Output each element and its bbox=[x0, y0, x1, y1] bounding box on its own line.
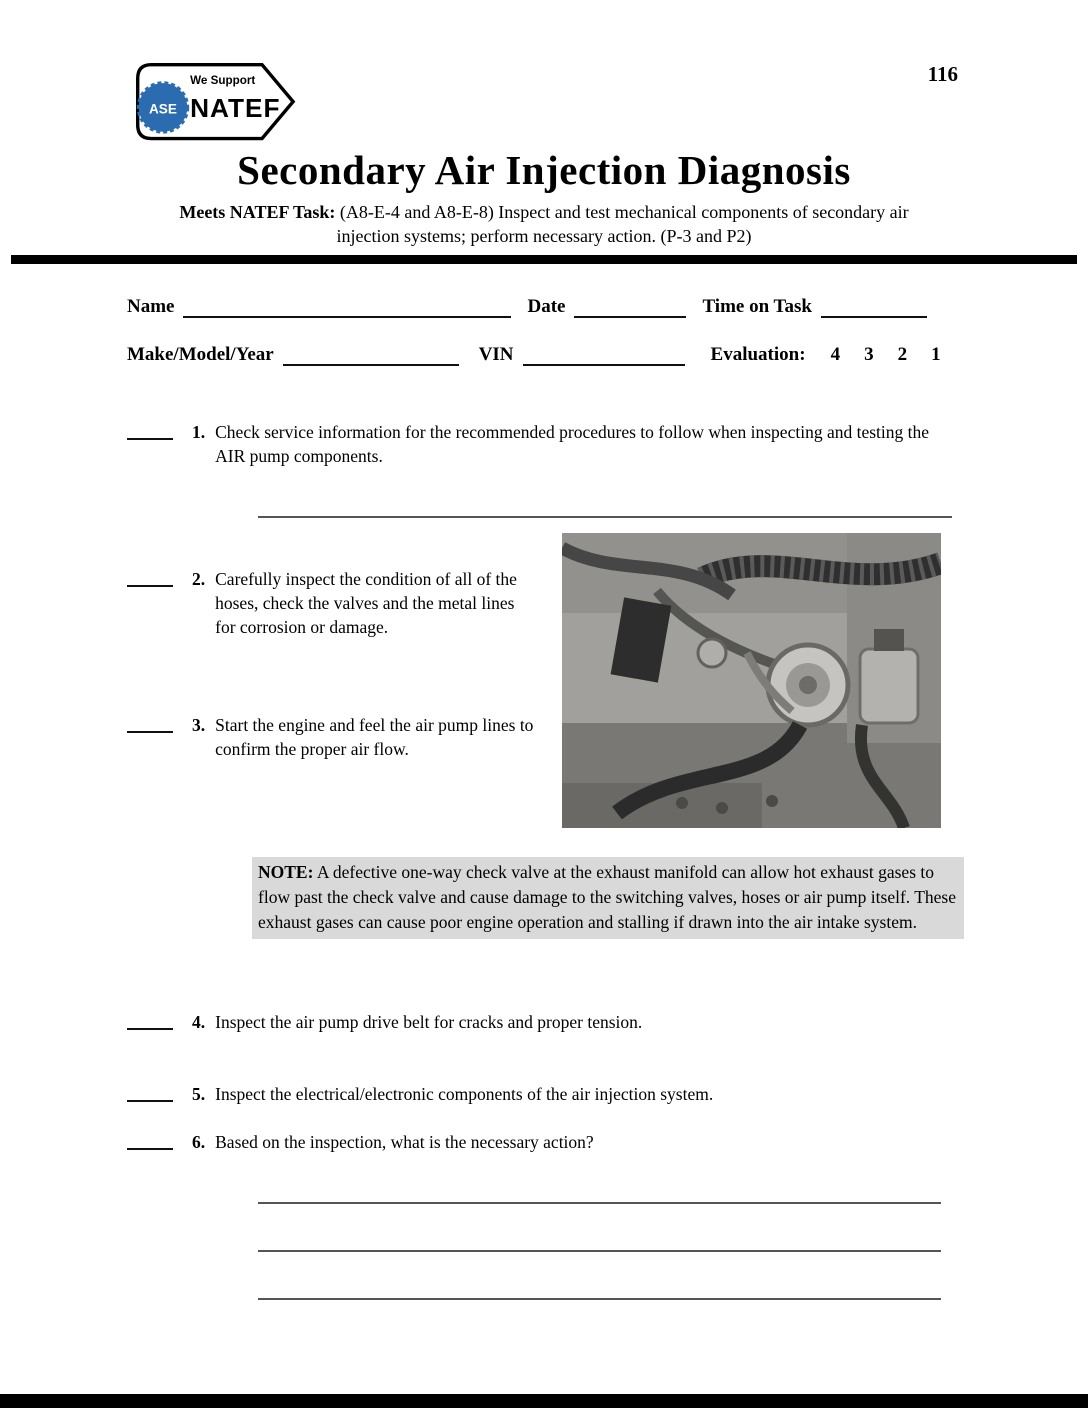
answer-line-item1 bbox=[258, 516, 952, 518]
time-on-task-label: Time on Task bbox=[702, 296, 812, 317]
item-number-6: 6. bbox=[192, 1132, 206, 1152]
natef-logo-graphic bbox=[128, 55, 298, 144]
task-item-2 bbox=[127, 567, 527, 639]
form-row-vehicle bbox=[127, 344, 941, 366]
item-text-1: Check service information for the recommended procedures to follow when inspecting and testing the AIR pump components. bbox=[215, 422, 930, 467]
ase-text: ASE bbox=[149, 101, 177, 117]
answer-line-1 bbox=[258, 1202, 941, 1204]
item-text-2: Carefully inspect the condition of all of the hoses, check the valves and the metal lines for corrosion or damage. bbox=[215, 569, 517, 638]
evaluation-label: Evaluation: bbox=[710, 344, 806, 365]
time-on-task-field-line bbox=[821, 296, 927, 318]
item-number-1: 1. bbox=[192, 422, 206, 442]
evaluation-value-3: 3 bbox=[864, 344, 874, 365]
task-item-4 bbox=[127, 1010, 960, 1034]
vin-label: VIN bbox=[478, 344, 514, 365]
make-model-year-field-line bbox=[283, 344, 459, 366]
item-number-4: 4. bbox=[192, 1012, 206, 1032]
date-label: Date bbox=[527, 296, 566, 317]
score-blank-2 bbox=[127, 567, 173, 587]
engine-photo bbox=[562, 533, 941, 828]
item-text-4: Inspect the air pump drive belt for cracks and proper tension. bbox=[215, 1012, 643, 1032]
score-blank-3 bbox=[127, 713, 173, 733]
item-text-3: Start the engine and feel the air pump lines to confirm the proper air flow. bbox=[215, 715, 534, 760]
vin-field-line bbox=[523, 344, 685, 366]
evaluation-scale bbox=[831, 344, 941, 366]
evaluation-value-1: 1 bbox=[931, 344, 941, 365]
form-row-identity bbox=[127, 296, 927, 318]
page-number: 116 bbox=[927, 62, 958, 86]
name-field-line bbox=[183, 296, 511, 318]
name-label: Name bbox=[127, 296, 175, 317]
answer-line-3 bbox=[258, 1298, 941, 1300]
date-field-line bbox=[574, 296, 686, 318]
item-text-5: Inspect the electrical/electronic components of the air injection system. bbox=[215, 1084, 714, 1104]
task-text: (A8-E-4 and A8-E-8) Inspect and test mechanical components of secondary air injection systems; perform necessary action. (P-3 and P2) bbox=[336, 202, 909, 247]
engine-photo-graphic bbox=[562, 533, 941, 828]
task-label: Meets NATEF Task: bbox=[179, 202, 336, 222]
score-blank-5 bbox=[127, 1082, 173, 1102]
page-title: Secondary Air Injection Diagnosis bbox=[237, 147, 851, 193]
evaluation-value-2: 2 bbox=[897, 344, 908, 365]
note-box bbox=[252, 857, 964, 939]
natef-logo bbox=[128, 55, 298, 145]
task-item-6 bbox=[127, 1130, 960, 1154]
top-divider-bar bbox=[11, 255, 1077, 264]
logo-natef-text: NATEF bbox=[190, 93, 281, 124]
evaluation-value-4: 4 bbox=[830, 344, 841, 365]
make-model-year-label: Make/Model/Year bbox=[127, 344, 274, 365]
score-blank-6 bbox=[127, 1130, 173, 1150]
item-text-6: Based on the inspection, what is the necessary action? bbox=[215, 1132, 594, 1152]
natef-task-subtitle bbox=[149, 200, 939, 249]
score-blank-1 bbox=[127, 420, 173, 440]
item-number-5: 5. bbox=[192, 1084, 206, 1104]
note-text: A defective one-way check valve at the exhaust manifold can allow hot exhaust gases to flow past the check valve and cause damage to the switching valves, hoses or air pump itself. These exhaust gases can cause poor engine operation and stalling if drawn into the air intake system. bbox=[258, 862, 957, 932]
note-label: NOTE: bbox=[258, 862, 314, 882]
item-number-3: 3. bbox=[192, 715, 206, 735]
answer-line-2 bbox=[258, 1250, 941, 1252]
task-item-1 bbox=[127, 420, 960, 468]
task-item-5 bbox=[127, 1082, 960, 1106]
item-number-2: 2. bbox=[192, 569, 206, 589]
task-item-3 bbox=[127, 713, 545, 761]
score-blank-4 bbox=[127, 1010, 173, 1030]
logo-support-text: We Support bbox=[190, 74, 256, 88]
bottom-divider-bar bbox=[0, 1394, 1088, 1408]
